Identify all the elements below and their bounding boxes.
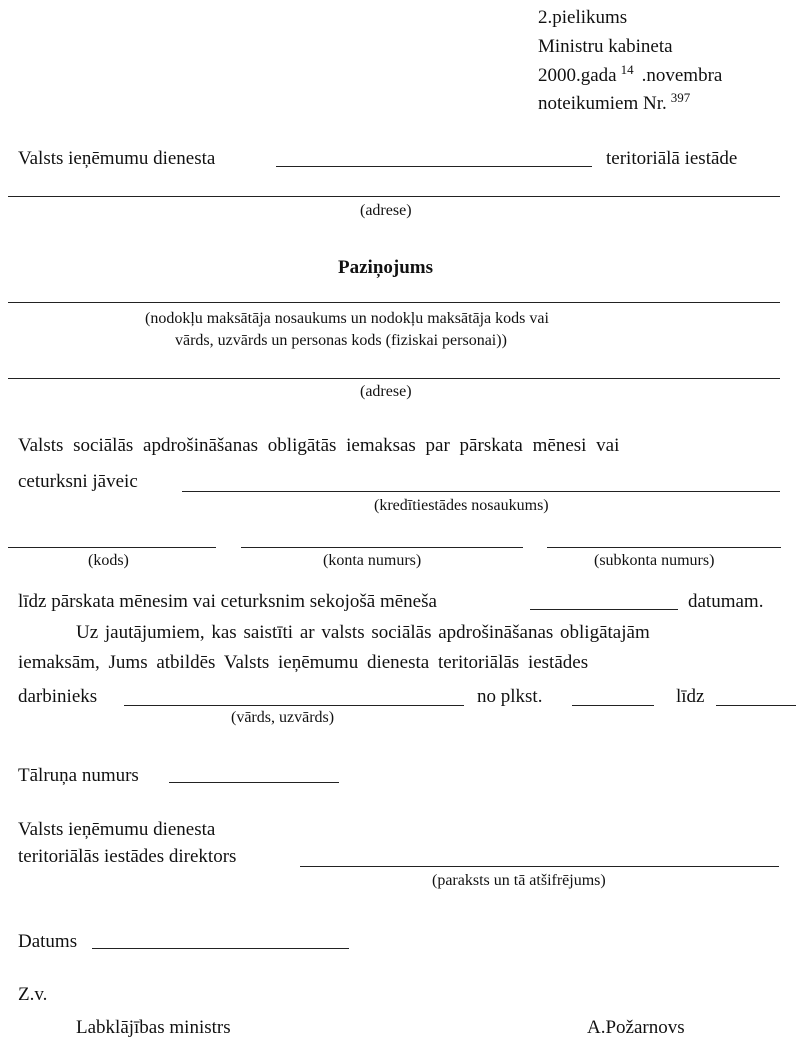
payment-text-line1: Valsts sociālās apdrošināšanas obligātās iemaksas par pārskata mēnesi vai	[18, 435, 620, 456]
worker-name-field[interactable]	[124, 705, 464, 706]
regulation-no: 397	[670, 90, 691, 105]
taxpayer-address-field[interactable]	[8, 378, 780, 379]
office-name-field[interactable]	[276, 166, 592, 167]
deadline-prefix: līdz pārskata mēnesim vai ceturksnim sekojošā mēneša	[18, 591, 437, 612]
bank-caption: (kredītiestādes nosaukums)	[374, 497, 549, 514]
worker-label: darbinieks	[18, 686, 98, 707]
subaccount-field[interactable]	[547, 547, 781, 548]
subaccount-caption: (subkonta numurs)	[594, 552, 715, 569]
office-label-left: Valsts ieņēmumu dienesta	[18, 148, 216, 169]
from-time-field[interactable]	[572, 705, 654, 706]
date-day: 14	[620, 62, 634, 77]
code-field[interactable]	[8, 547, 216, 548]
from-label: no plkst.	[477, 686, 543, 707]
office-address-caption: (adrese)	[360, 202, 412, 219]
date-prefix: 2000.gada	[538, 65, 617, 86]
regulation-date	[538, 62, 723, 86]
seal-label: Z.v.	[18, 984, 48, 1005]
account-field[interactable]	[241, 547, 523, 548]
taxpayer-address-caption: (adrese)	[360, 383, 412, 400]
to-label: līdz	[676, 686, 705, 707]
annex-label: 2.pielikums	[538, 7, 628, 28]
date-month: .novembra	[641, 65, 723, 86]
phone-field[interactable]	[169, 782, 339, 783]
director-line1: Valsts ieņēmumu dienesta	[18, 819, 216, 840]
taxpayer-caption-line1: (nodokļu maksātāja nosaukums un nodokļu maksātāja kods vai	[145, 310, 549, 327]
questions-line2: iemaksām, Jums atbildēs Valsts ieņēmumu dienesta teritoriālās iestādes	[18, 652, 589, 673]
date-field[interactable]	[92, 948, 349, 949]
minister-title: Labklājības ministrs	[76, 1017, 231, 1038]
worker-name-caption: (vārds, uzvārds)	[231, 709, 335, 726]
to-time-field[interactable]	[716, 705, 796, 706]
taxpayer-caption-line2: vārds, uzvārds un personas kods (fiziskai personai))	[175, 332, 507, 349]
page-title: Paziņojums	[338, 257, 433, 278]
deadline-date-field[interactable]	[530, 609, 678, 610]
date-label: Datums	[18, 931, 78, 952]
taxpayer-name-field[interactable]	[8, 302, 780, 303]
deadline-suffix: datumam.	[688, 591, 764, 612]
bank-name-field[interactable]	[182, 491, 780, 492]
cabinet-label: Ministru kabineta	[538, 36, 673, 57]
regulation-number	[538, 90, 692, 114]
director-line2: teritoriālās iestādes direktors	[18, 846, 237, 867]
signature-caption: (paraksts un tā atšifrējums)	[432, 872, 606, 889]
payment-text-line2: ceturksni jāveic	[18, 471, 138, 492]
code-caption: (kods)	[88, 552, 129, 569]
phone-label: Tālruņa numurs	[18, 765, 139, 786]
questions-line1: Uz jautājumiem, kas saistīti ar valsts sociālās apdrošināšanas obligātajām	[76, 622, 650, 643]
director-signature-field[interactable]	[300, 866, 779, 867]
minister-name: A.Požarnovs	[587, 1017, 685, 1038]
regulation-prefix: noteikumiem Nr.	[538, 93, 667, 114]
office-label-right: teritoriālā iestāde	[606, 148, 738, 169]
account-caption: (konta numurs)	[323, 552, 422, 569]
office-address-field[interactable]	[8, 196, 780, 197]
